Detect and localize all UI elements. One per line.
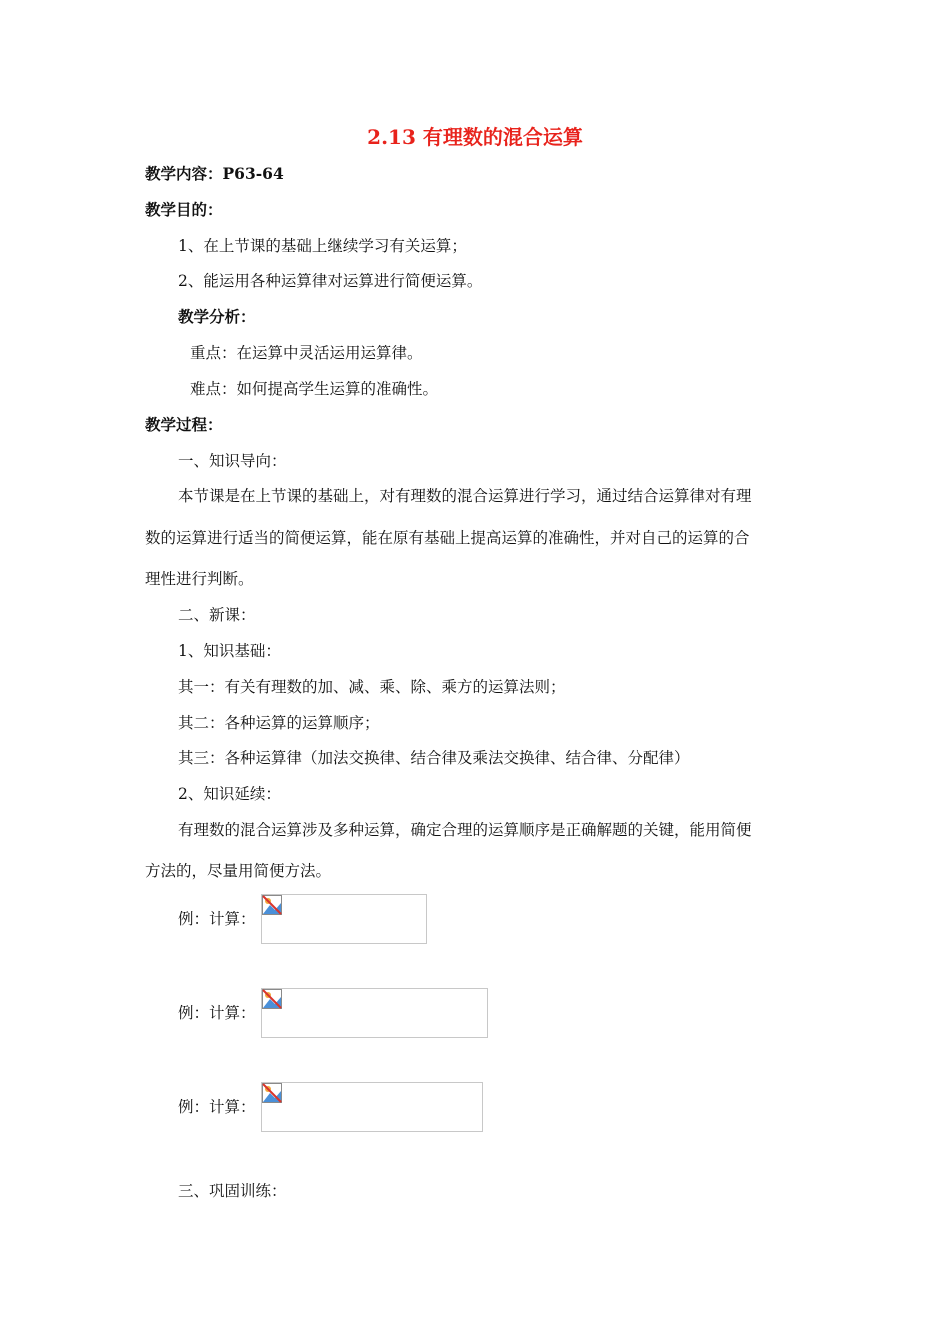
formula-image bbox=[261, 988, 488, 1038]
key-point: 重点：在运算中灵活运用运算律。 bbox=[190, 344, 423, 362]
paragraph-line: 本节课是在上节课的基础上，对有理数的混合运算进行学习，通过结合运算律对有理 bbox=[178, 487, 752, 505]
paragraph-line: 数的运算进行适当的简便运算，能在原有基础上提高运算的准确性，并对自己的运算的合 bbox=[145, 529, 750, 547]
paragraph-line: 方法的，尽量用简便方法。 bbox=[145, 862, 332, 880]
analysis-heading: 教学分析： bbox=[178, 307, 256, 326]
formula-image bbox=[261, 1082, 483, 1132]
section-heading: 二、新课： bbox=[178, 606, 256, 624]
content-label: 教学内容：P63-64 bbox=[145, 164, 284, 183]
subsection-heading: 1、知识基础： bbox=[178, 642, 281, 660]
document-title: 2.13 有理数的混合运算 bbox=[367, 125, 583, 149]
formula-image bbox=[261, 894, 427, 944]
difficult-point: 难点：如何提高学生运算的准确性。 bbox=[190, 380, 439, 398]
goal-heading: 教学目的： bbox=[145, 200, 223, 219]
paragraph-line: 有理数的混合运算涉及多种运算，确定合理的运算顺序是正确解题的关键，能用简便 bbox=[178, 821, 752, 839]
broken-image-icon bbox=[262, 895, 282, 915]
goal-item: 1、在上节课的基础上继续学习有关运算； bbox=[178, 237, 467, 255]
goal-item: 2、能运用各种运算律对运算进行简便运算。 bbox=[178, 272, 483, 290]
basis-item: 其一：有关有理数的加、减、乘、除、乘方的运算法则； bbox=[178, 678, 566, 696]
section-heading: 一、知识导向： bbox=[178, 452, 287, 470]
paragraph-line: 理性进行判断。 bbox=[145, 570, 254, 588]
process-heading: 教学过程： bbox=[145, 415, 223, 434]
broken-image-icon bbox=[262, 1083, 282, 1103]
basis-item: 其二：各种运算的运算顺序； bbox=[178, 714, 380, 732]
basis-item: 其三：各种运算律（加法交换律、结合律及乘法交换律、结合律、分配律） bbox=[178, 749, 690, 767]
example-label: 例：计算： bbox=[178, 910, 256, 928]
broken-image-icon bbox=[262, 989, 282, 1009]
subsection-heading: 2、知识延续： bbox=[178, 785, 281, 803]
example-label: 例：计算： bbox=[178, 1004, 256, 1022]
section-heading: 三、巩固训练： bbox=[178, 1182, 287, 1200]
example-label: 例：计算： bbox=[178, 1098, 256, 1116]
